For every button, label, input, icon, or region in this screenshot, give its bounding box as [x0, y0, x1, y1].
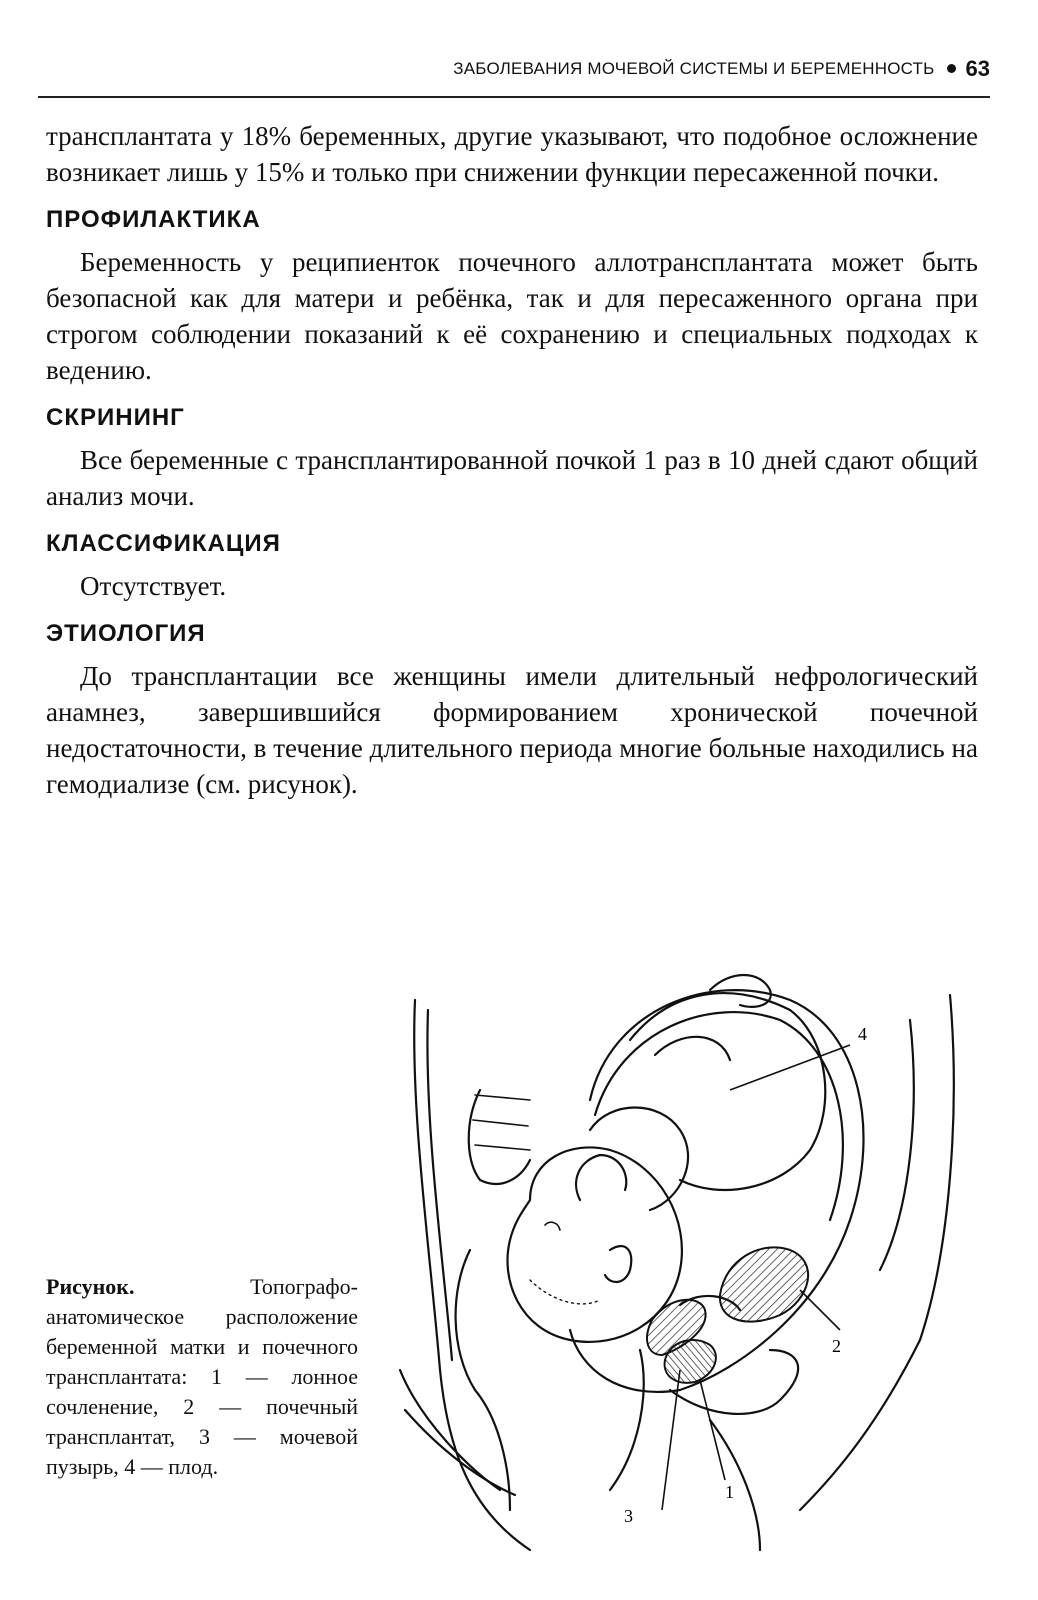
kidney-graft-shape — [720, 1247, 808, 1321]
page-number: 63 — [965, 56, 990, 81]
pubic-symphysis-shape — [665, 1340, 716, 1383]
callout-1-line — [700, 1380, 725, 1480]
figure-caption-text: Топографо-анатомическое расположение беременной матки и почечного трансплантата: 1 — лонное сочленение, 2 — почечный трансплантат, 3 — мочевой пузырь, 4 — плод. — [46, 1274, 358, 1479]
section-text-etiology: До трансплантации все женщины имели длительный нефрологический анамнез, завершившийся формированием хронической почечной недостаточности, в течение длительного периода многие больные находились на гемодиализе (см. рисунок). — [46, 661, 978, 799]
running-head — [38, 56, 990, 98]
running-head-title: ЗАБОЛЕВАНИЯ МОЧЕВОЙ СИСТЕМЫ И БЕРЕМЕННОСТЬ — [453, 59, 935, 78]
callout-1: 1 — [725, 1482, 734, 1502]
section-heading-prophylaxis: ПРОФИЛАКТИКА — [46, 206, 261, 233]
figure-caption — [46, 1272, 358, 1482]
anatomical-illustration — [380, 950, 1000, 1580]
fetus-body — [630, 993, 825, 1190]
section-heading-screening: СКРИНИНГ — [46, 404, 185, 431]
main-text — [46, 118, 978, 802]
callout-3: 3 — [624, 1506, 633, 1526]
section-text-screening: Все беременные с трансплантированной почкой 1 раз в 10 дней сдают общий анализ мочи. — [46, 445, 978, 511]
callout-2: 2 — [832, 1336, 841, 1356]
figure-caption-label: Рисунок. — [46, 1274, 135, 1299]
section-heading-classification: КЛАССИФИКАЦИЯ — [46, 530, 281, 557]
callout-2-line — [800, 1290, 840, 1330]
bullet-icon — [947, 64, 956, 73]
section-text-prophylaxis: Беременность у реципиенток почечного аллотрансплантата может быть безопасной как для матери и ребёнка, так и для пересаженного органа при строгом соблюдении показаний к её сохранению и специальных подходах к ведению. — [46, 247, 978, 385]
fetus-head — [508, 1147, 682, 1341]
callout-4: 4 — [858, 1024, 867, 1044]
intro-paragraph: трансплантата у 18% беременных, другие указывают, что подобное осложнение возникает лишь у 15% и только при снижении функции пересаженной почки. — [46, 121, 978, 187]
section-heading-etiology: ЭТИОЛОГИЯ — [46, 620, 206, 647]
anatomy-drawing — [380, 950, 1000, 1580]
section-text-classification: Отсутствует. — [80, 571, 227, 601]
